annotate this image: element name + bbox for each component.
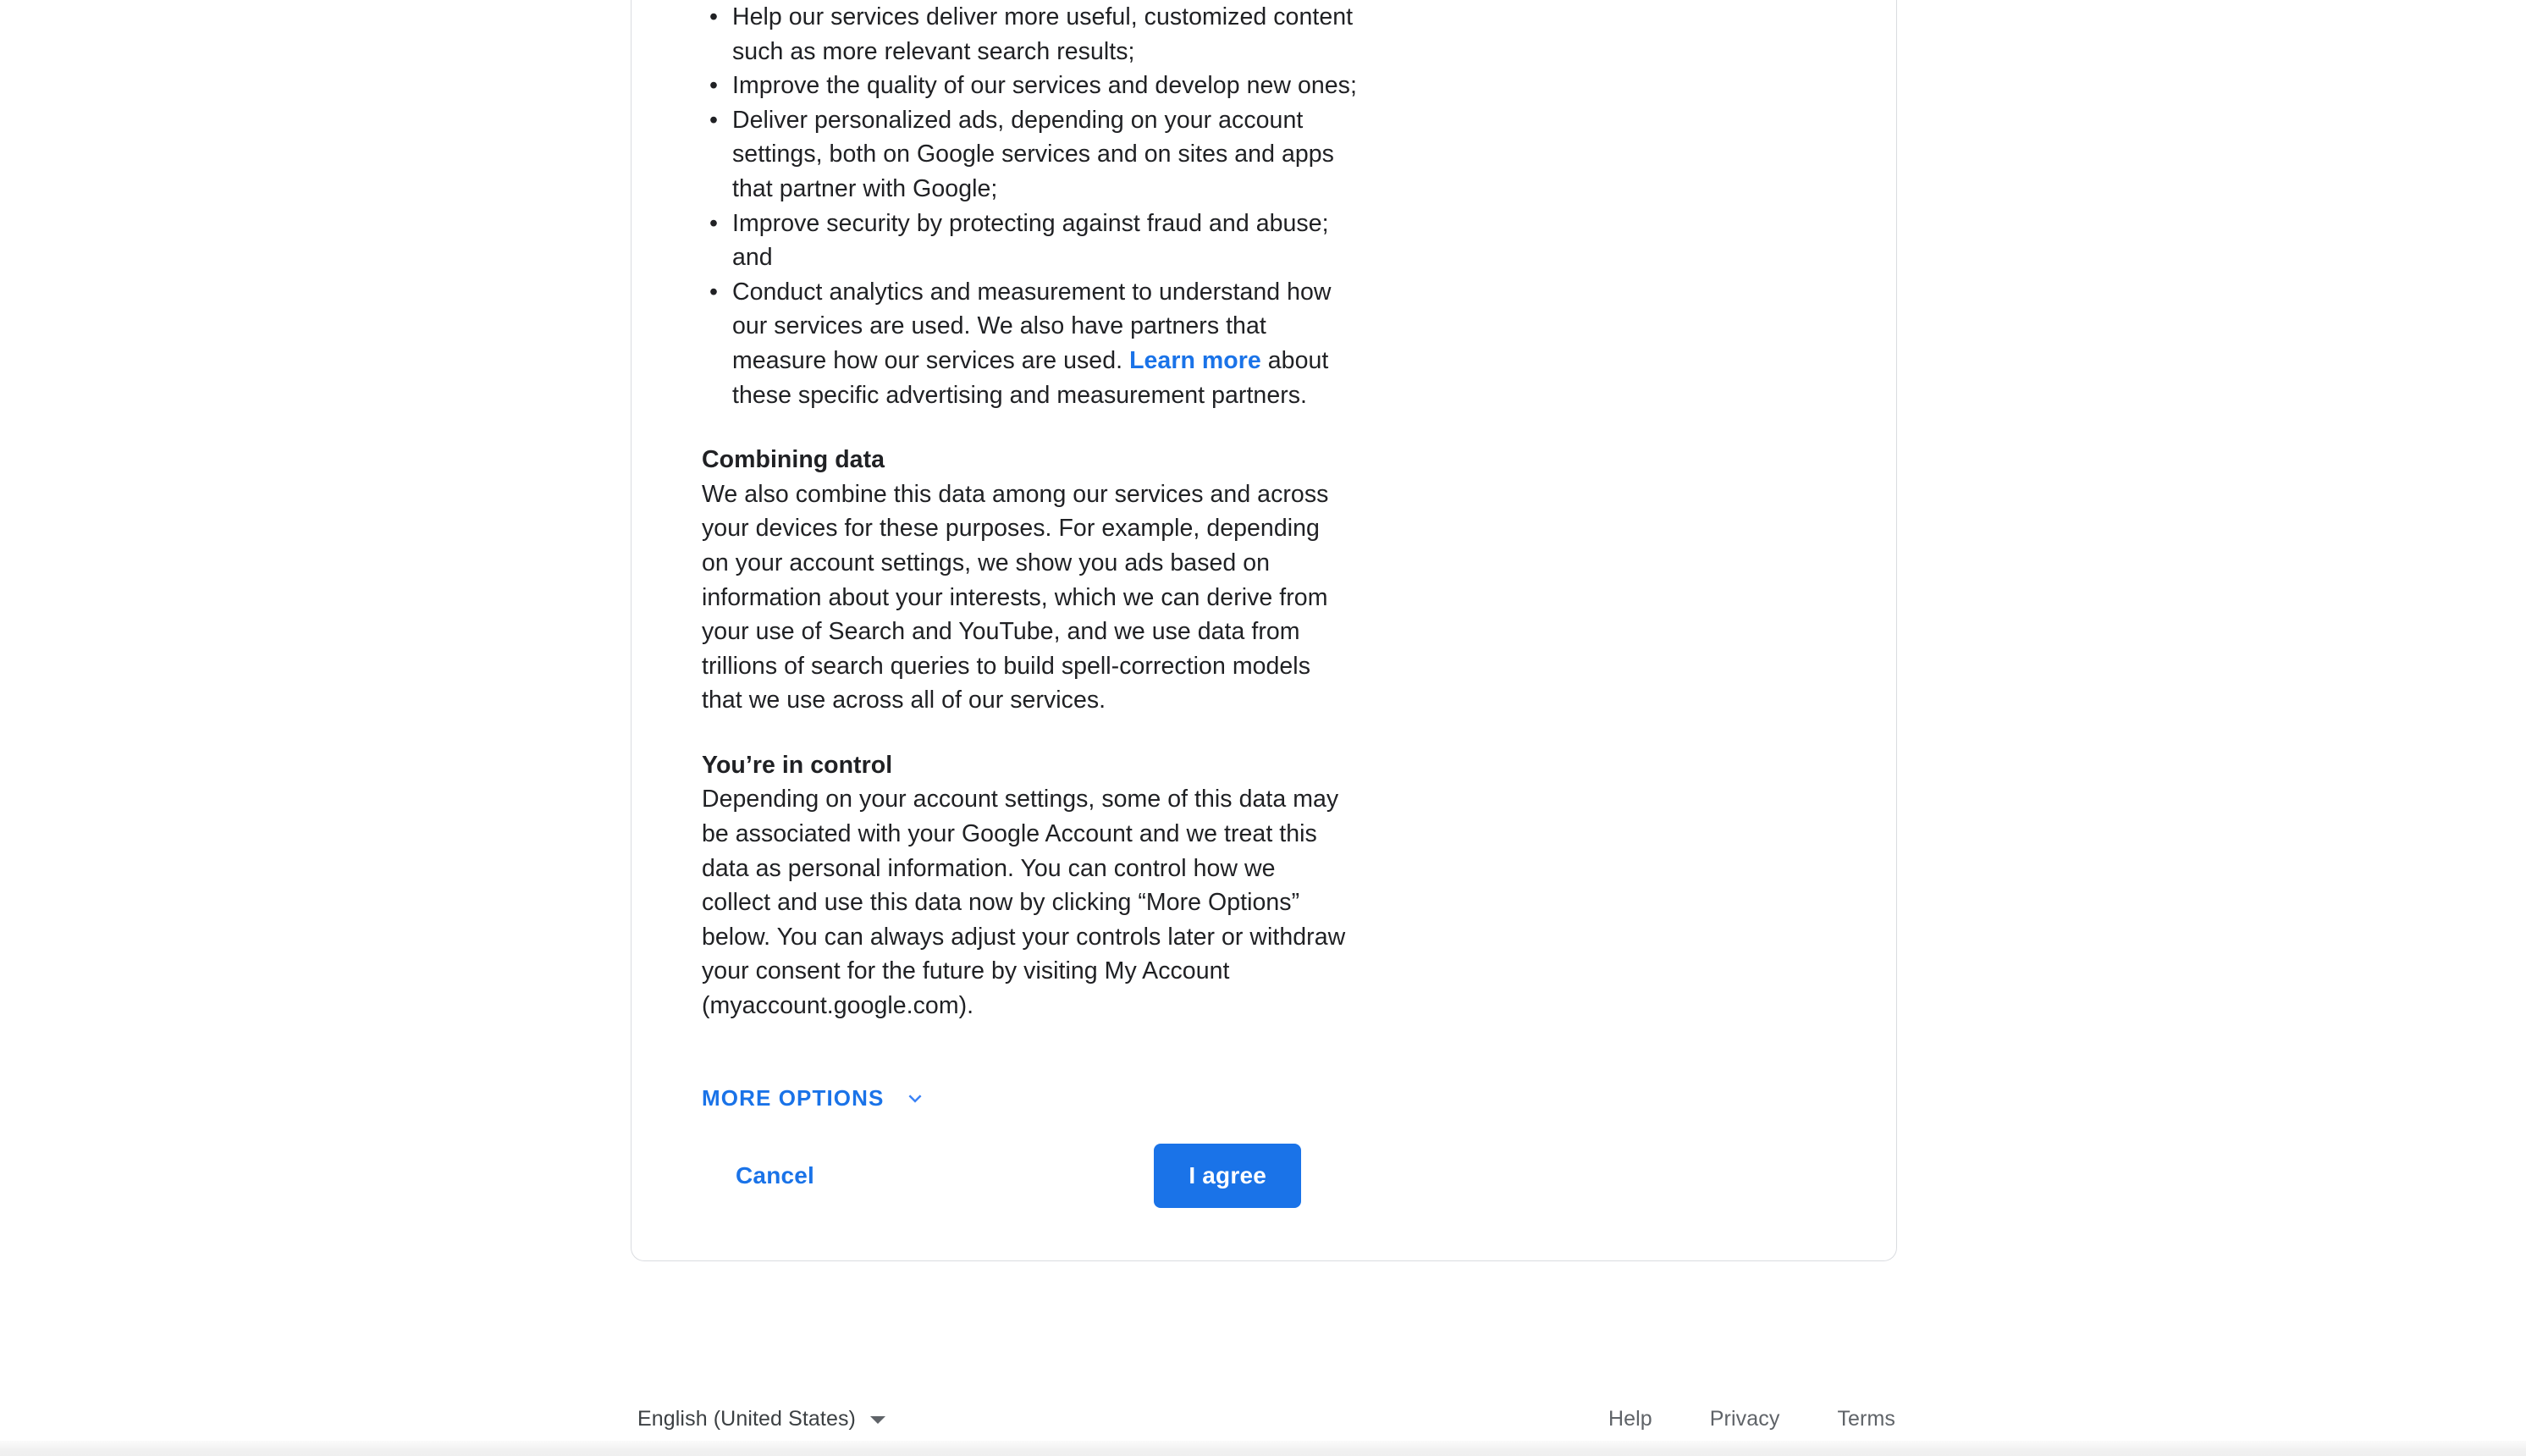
data-usage-bullet-list — [702, 0, 1822, 412]
i-agree-button[interactable]: I agree — [1154, 1144, 1301, 1208]
list-item-text: Help our services deliver more useful, customized content such as more relevant search results; — [732, 3, 1354, 65]
footer-link-terms[interactable]: Terms — [1837, 1406, 1895, 1431]
chevron-down-icon — [902, 1085, 928, 1111]
section-body: We also combine this data among our services and across your devices for these purposes. For example, depending on your account settings, we show you ads based on information about your interests, which we can derive from your use of Search and YouTube, and we use data from trillions of search queries to build spell-correction models that we use across all of our services. — [702, 480, 1329, 714]
caret-down-icon — [870, 1416, 885, 1424]
analytics-text-before-link: Conduct analytics and measurement to understand how our services are used. We also have partners that measure how our services are used. — [732, 278, 1332, 374]
list-item-text: Deliver personalized ads, depending on your account settings, both on Google services and on sites and apps that partner with Google; — [732, 106, 1334, 202]
footer-link-privacy[interactable]: Privacy — [1709, 1406, 1780, 1431]
list-item-text: Improve the quality of our services and develop new ones; — [732, 72, 1357, 100]
footer-link-help[interactable]: Help — [1608, 1406, 1652, 1431]
list-item-text: Improve security by protecting against fraud and abuse; and — [732, 209, 1329, 272]
list-item-analytics — [732, 275, 1367, 412]
section-body: Depending on your account settings, some of this data may be associated with your Google Account and we treat this data as personal information. You can control how we collect and use this data now by clicking “More Options” below. You can always adjust your controls later or withdraw your consent for the future by visiting My Account (myaccount.google.com). — [702, 786, 1346, 1020]
learn-more-link[interactable]: Learn more — [1129, 346, 1261, 374]
list-item — [732, 207, 1367, 275]
section-heading: Combining data — [702, 446, 885, 474]
cancel-button[interactable]: Cancel — [717, 1147, 833, 1205]
horizontal-scrollbar-track[interactable] — [0, 1441, 2526, 1456]
section-heading: You’re in control — [702, 751, 893, 779]
footer-links — [1608, 1400, 1895, 1438]
list-item — [732, 103, 1367, 207]
page-footer — [0, 1395, 2526, 1442]
more-options-label: MORE OPTIONS — [702, 1084, 885, 1111]
section-combining-data — [702, 443, 1347, 718]
language-selector[interactable] — [631, 1402, 892, 1437]
language-label: English (United States) — [637, 1406, 856, 1431]
consent-card — [631, 0, 1897, 1261]
list-item — [732, 69, 1367, 103]
more-options-button[interactable] — [702, 1085, 928, 1111]
consent-card-body — [632, 0, 1896, 1260]
analytics-text-after-link: about these specific advertising and measurement partners. — [732, 346, 1329, 409]
section-youre-in-control — [702, 748, 1347, 1023]
list-item — [732, 0, 1367, 69]
action-button-row — [717, 1144, 1301, 1208]
